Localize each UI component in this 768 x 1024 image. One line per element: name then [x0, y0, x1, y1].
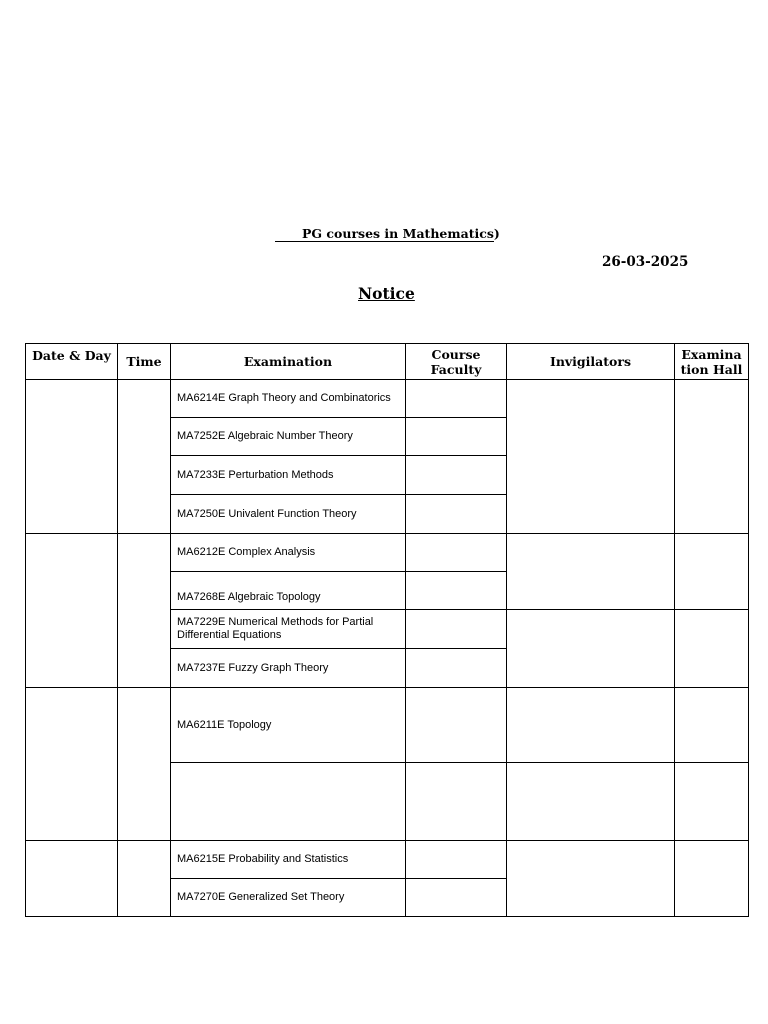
exam-cell: MA7229E Numerical Methods for Partial Differential Equations	[177, 616, 374, 641]
col-examination: Examination	[243, 354, 333, 369]
notice-date: 26-03-2025	[602, 254, 689, 270]
exam-cell: MA7270E Generalized Set Theory	[177, 891, 345, 903]
exam-cell: MA7268E Algebraic Topology	[177, 591, 321, 603]
exam-cell: MA6212E Complex Analysis	[177, 546, 316, 558]
exam-cell: MA6211E Topology	[177, 718, 272, 731]
exam-cell: MA7237E Fuzzy Graph Theory	[177, 661, 329, 674]
heading-text: PG courses in Mathematics)	[302, 226, 500, 241]
col-invigilators: Invigilators	[549, 354, 632, 369]
col-course-faculty: Course Faculty	[430, 346, 482, 377]
notice-title: Notice	[358, 284, 415, 303]
exam-cell	[171, 763, 405, 840]
col-time: Time	[126, 354, 162, 369]
col-date-day: Date & Day	[32, 347, 111, 363]
col-exam-hall: Examina tion Hall	[680, 346, 743, 377]
exam-cell: MA6214E Graph Theory and Combinatorics	[177, 392, 391, 404]
exam-cell: MA6215E Probability and Statistics	[177, 853, 349, 865]
exam-cell: MA7233E Perturbation Methods	[177, 468, 334, 481]
exam-cell: MA7250E Univalent Function Theory	[177, 507, 357, 520]
exam-cell: MA7252E Algebraic Number Theory	[177, 430, 353, 442]
page-heading	[275, 226, 500, 242]
